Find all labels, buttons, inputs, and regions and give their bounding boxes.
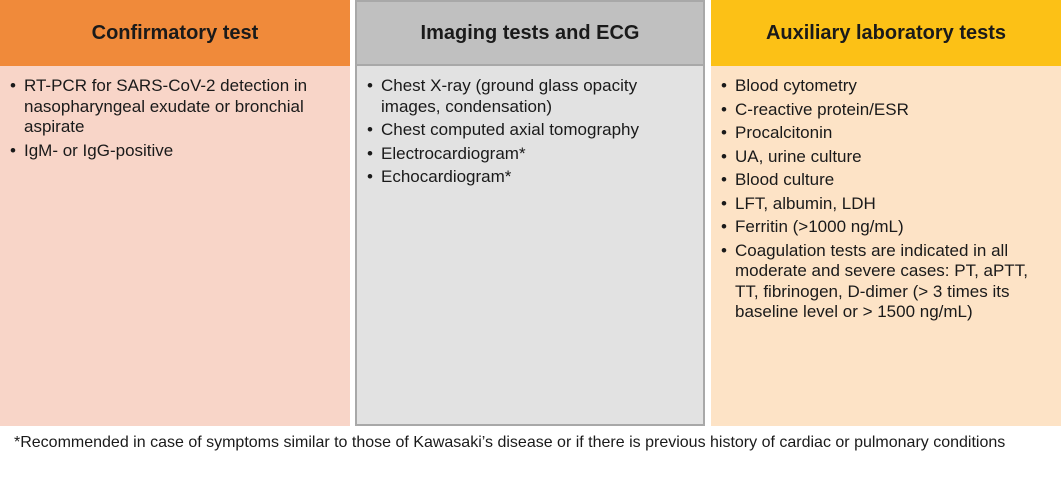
footnote: *Recommended in case of symptoms similar to those of Kawasaki’s disease or if there is previous history of cardiac or pulmonary conditions [14,434,1006,451]
list-item [721,241,1053,323]
list-item-text: UA, urine culture [735,146,862,166]
bullet-icon: • [367,167,373,186]
bullet-icon: • [721,76,727,95]
list-item [10,141,342,162]
confirmatory-test-header: Confirmatory test [0,0,350,66]
bullet-icon: • [721,170,727,189]
imaging-tests-body [355,66,705,426]
confirmatory-test-list [10,76,342,161]
bullet-icon: • [721,217,727,236]
list-item [367,167,695,188]
bullet-icon: • [721,240,727,260]
list-item-text: IgM- or IgG-positive [24,140,174,160]
list-item [721,147,1053,168]
imaging-tests-column [355,0,705,426]
list-item [367,76,695,117]
bullet-icon: • [367,143,373,163]
list-item-text: LFT, albumin, LDH [735,193,876,213]
bullet-icon: • [367,120,373,139]
list-item-text: Chest computed axial tomography [381,120,639,139]
imaging-tests-list [367,76,695,188]
list-item [721,217,1053,238]
auxiliary-tests-header: Auxiliary laboratory tests [711,0,1061,66]
bullet-icon: • [721,193,727,213]
list-item [721,194,1053,215]
list-item-text: Ferritin (>1000 ng/mL) [735,217,904,236]
imaging-tests-header: Imaging tests and ECG [355,0,705,66]
list-item-text: Echocardiogram* [381,167,512,186]
list-item-text: Chest X-ray (ground glass opacity images, condensation) [381,76,638,116]
auxiliary-tests-list [721,76,1053,323]
list-item-text: C-reactive protein/ESR [735,99,909,119]
bullet-icon: • [721,123,727,142]
bullet-icon: • [10,140,16,160]
list-item-text: Coagulation tests are indicated in all moderate and severe cases: PT, aPTT, TT, fibrinogen, D-dimer (> 3 times its baseline level or > 1500 ng/mL) [735,240,1028,321]
list-item [367,120,695,141]
list-item [367,144,695,165]
confirmatory-test-body [0,66,350,426]
list-item [721,76,1053,97]
list-item-text: Blood culture [735,170,835,189]
list-item [721,170,1053,191]
list-item [10,76,342,138]
list-item-text: Procalcitonin [735,123,833,142]
list-item-text: Electrocardiogram* [381,143,526,163]
auxiliary-tests-column [711,0,1061,426]
list-item-text: Blood cytometry [735,76,857,95]
confirmatory-test-column [0,0,350,426]
list-item-text: RT-PCR for SARS-CoV-2 detection in nasopharyngeal exudate or bronchial aspirate [24,76,308,136]
auxiliary-tests-body [711,66,1061,426]
list-item [721,123,1053,144]
bullet-icon: • [367,76,373,95]
bullet-icon: • [10,76,16,95]
list-item [721,100,1053,121]
bullet-icon: • [721,146,727,166]
bullet-icon: • [721,99,727,119]
